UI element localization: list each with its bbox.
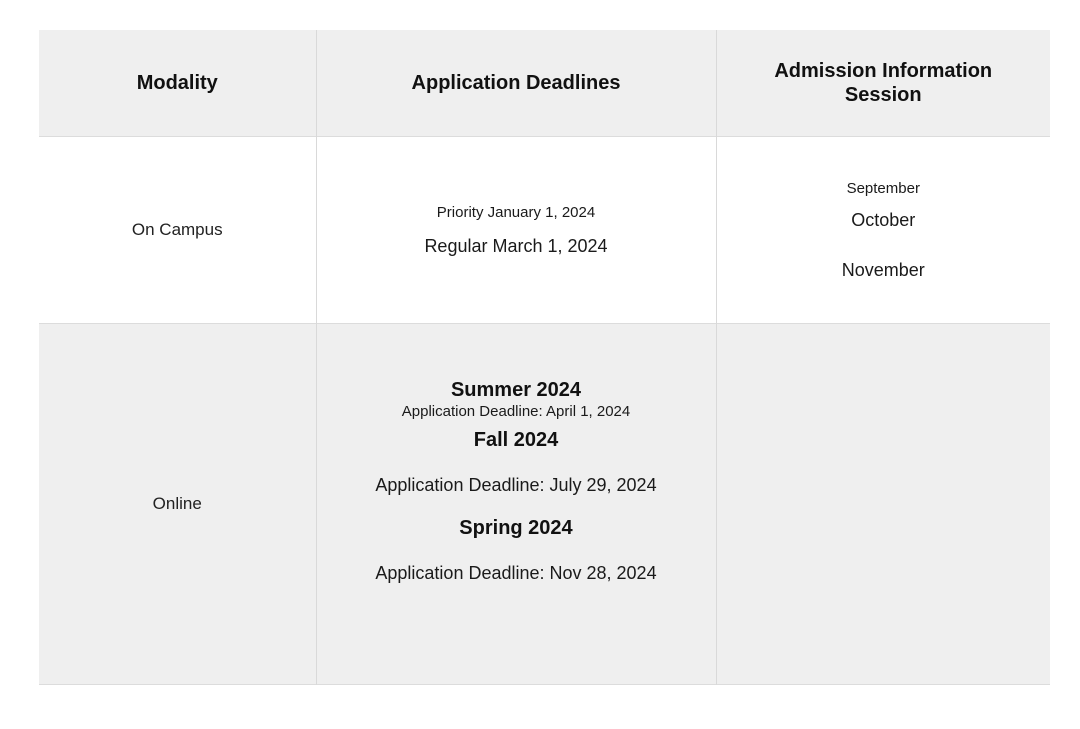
table-row-online bbox=[39, 323, 1050, 684]
on-campus-sessions-cell bbox=[716, 136, 1050, 323]
session-month: November bbox=[841, 259, 925, 280]
modality-on-campus: On Campus bbox=[131, 219, 223, 239]
header-admission-information-session bbox=[716, 30, 1050, 136]
header-application-deadlines: Application Deadlines bbox=[316, 30, 716, 136]
term-name: Summer 2024 bbox=[450, 378, 582, 401]
online-sessions-cell bbox=[716, 323, 1050, 684]
session-month: October bbox=[851, 209, 916, 230]
priority-deadline: Priority January 1, 2024 bbox=[436, 203, 596, 221]
term-name: Fall 2024 bbox=[473, 428, 559, 451]
table-body bbox=[39, 136, 1050, 684]
online-deadlines-cell bbox=[316, 323, 716, 684]
term-deadline: Application Deadline: July 29, 2024 bbox=[375, 474, 657, 495]
regular-deadline: Regular March 1, 2024 bbox=[424, 235, 608, 256]
modality-online: Online bbox=[152, 493, 202, 513]
header-modality: Modality bbox=[136, 71, 218, 94]
header-session-line-1: Admission Information bbox=[774, 59, 993, 82]
term-deadline: Application Deadline: Nov 28, 2024 bbox=[375, 562, 657, 583]
table-header bbox=[39, 30, 1050, 136]
term-deadline: Application Deadline: April 1, 2024 bbox=[401, 402, 631, 420]
term-name: Spring 2024 bbox=[459, 516, 573, 539]
on-campus-deadlines-cell bbox=[316, 136, 716, 323]
header-session-line-2: Session bbox=[844, 83, 922, 106]
session-month: September bbox=[846, 179, 920, 197]
table-header-row bbox=[39, 30, 1050, 136]
application-deadlines-table bbox=[39, 30, 1050, 685]
table-row-on-campus bbox=[39, 136, 1050, 323]
